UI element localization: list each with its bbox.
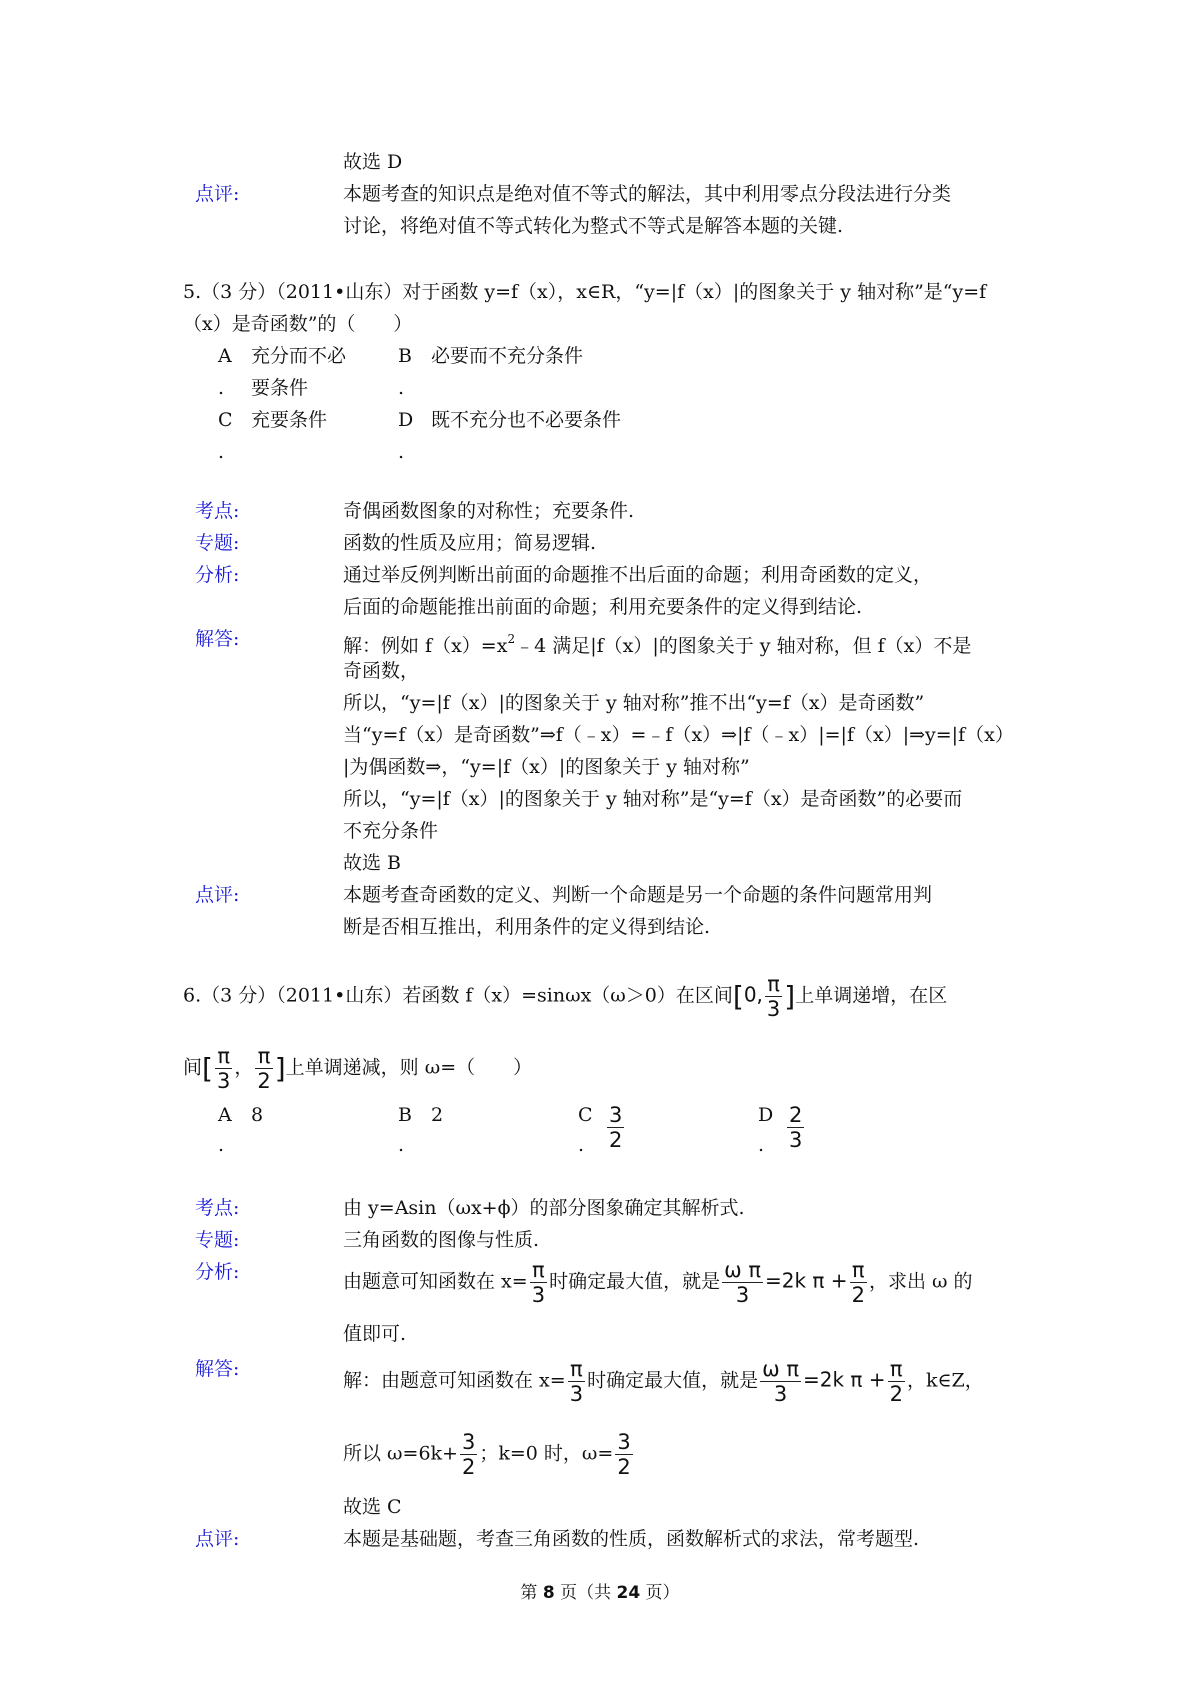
q5-option-c-text: 充要条件	[251, 409, 328, 431]
q5-zhuanti-label: 专题:	[195, 532, 240, 554]
q6-kaodian: 由 y=Asin（ωx+ϕ）的部分图象确定其解析式.	[343, 1197, 745, 1219]
q5-option-d-letter: D	[398, 409, 414, 431]
q5-option-a-text: 充分而不必	[251, 345, 347, 367]
q6-zhuanti: 三角函数的图像与性质.	[343, 1229, 540, 1251]
q5-option-a-letter: A	[218, 345, 232, 367]
q6-option-a-dot: .	[218, 1134, 225, 1156]
q6-fenxi-line: 由题意可知函数在 x= $\frac{\pi}{3}$ 时确定最大值，就是 $\frac{\text{ω π}}{3}$ =2k π + $\frac{\pi}{2}$ ，求出 ω 的	[343, 1258, 973, 1307]
q5-option-c-dot: .	[218, 441, 225, 463]
q5-option-d-dot: .	[398, 441, 405, 463]
q6-fenxi-line: 值即可.	[343, 1323, 407, 1345]
q5-jieda-line: 当“y=f（x）是奇函数”⇒f（﹣x）=﹣f（x）⇒|f（﹣x）|=|f（x）|⇒y=|f（x）	[343, 724, 1014, 746]
q5-jieda-line: |为偶函数⇒，“y=|f（x）|的图象关于 y 轴对称”	[343, 756, 750, 778]
q5-stem-line: 5.（3 分）（2011•山东）对于函数 y=f（x），x∈R，“y=|f（x）|的图象关于 y 轴对称”是“y=f	[183, 281, 987, 303]
q6-option-b-letter: B	[398, 1104, 412, 1126]
q5-kaodian: 奇偶函数图象的对称性；充要条件.	[343, 500, 635, 522]
q6-fenxi-label: 分析:	[195, 1261, 240, 1283]
q5-option-c-letter: C	[218, 409, 233, 431]
q5-jieda-line: 所以，“y=|f（x）|的图象关于 y 轴对称”是“y=f（x）是奇函数”的必要而	[343, 788, 963, 810]
q6-kaodian-label: 考点:	[195, 1197, 240, 1219]
prev-comment-line: 本题考查的知识点是绝对值不等式的解法，其中利用零点分段法进行分类	[343, 183, 952, 205]
q6-dianping: 本题是基础题，考查三角函数的性质，函数解析式的求法，常考题型.	[343, 1528, 920, 1550]
prev-comment-line: 讨论，将绝对值不等式转化为整式不等式是解答本题的关键.	[343, 215, 844, 237]
q5-jieda-line: 奇函数，	[343, 660, 420, 682]
q5-kaodian-label: 考点:	[195, 500, 240, 522]
q6-option-b-dot: .	[398, 1134, 405, 1156]
q5-stem-line: （x）是奇函数”的（ ）	[183, 313, 413, 335]
q6-option-c-fraction: $\frac{3}{2}$	[609, 1103, 623, 1152]
q5-dianping-label: 点评:	[195, 884, 240, 906]
q6-option-d-dot: .	[758, 1134, 765, 1156]
q5-option-a-dot: .	[218, 377, 225, 399]
q6-option-c-letter: C	[578, 1104, 593, 1126]
q6-stem-line: 6.（3 分）（2011•山东）若函数 f（x）=sinωx（ω＞0）在区间[0, $\frac{\pi}{3}$ ]上单调递增，在区	[183, 972, 948, 1021]
q6-option-d-letter: D	[758, 1104, 774, 1126]
q6-dianping-label: 点评:	[195, 1528, 240, 1550]
q5-option-b-dot: .	[398, 377, 405, 399]
page-footer: 第 8 页（共 24 页）	[520, 1583, 680, 1603]
q5-option-b-text: 必要而不充分条件	[431, 345, 584, 367]
q5-jieda-line: 故选 B	[343, 852, 402, 874]
q6-jieda-line: 故选 C	[343, 1496, 402, 1518]
q5-option-a-text: 要条件	[251, 377, 309, 399]
q6-option-b-text: 2	[431, 1104, 444, 1126]
q6-jieda-label: 解答:	[195, 1358, 240, 1380]
q5-option-b-letter: B	[398, 345, 412, 367]
prev-conclusion: 故选 D	[343, 151, 403, 173]
q5-dianping-line: 断是否相互推出，利用条件的定义得到结论.	[343, 916, 711, 938]
q5-fenxi-line: 后面的命题能推出前面的命题；利用充要条件的定义得到结论.	[343, 596, 863, 618]
q5-zhuanti: 函数的性质及应用；简易逻辑.	[343, 532, 597, 554]
q5-fenxi-line: 通过举反例判断出前面的命题推不出后面的命题；利用奇函数的定义，	[343, 564, 933, 586]
q6-stem-line: 间[ $\frac{\pi}{3}$ ， $\frac{\pi}{2}$ ]上单调递减，则 ω=（ ）	[183, 1044, 533, 1093]
q5-dianping-line: 本题考查奇函数的定义、判断一个命题是另一个命题的条件问题常用判	[343, 884, 933, 906]
q6-option-a-letter: A	[218, 1104, 232, 1126]
q6-option-c-dot: .	[578, 1134, 585, 1156]
q5-fenxi-label: 分析:	[195, 564, 240, 586]
q5-jieda-line: 不充分条件	[343, 820, 439, 842]
q5-option-d-text: 既不充分也不必要条件	[431, 409, 622, 431]
q5-jieda-line: 所以，“y=|f（x）|的图象关于 y 轴对称”推不出“y=f（x）是奇函数”	[343, 692, 925, 714]
q5-jieda-label: 解答:	[195, 628, 240, 650]
q5-jieda-line: 解：例如 $f(x)=x^2﹣4$ 满足|f（x）|的图象关于 y 轴对称，但 f（x）不是	[343, 632, 972, 657]
q6-jieda-line: 所以 ω=6k+ $\frac{3}{2}$ ；k=0 时，ω= $\frac{3}{2}$	[343, 1430, 631, 1479]
q6-option-a-text: 8	[251, 1104, 264, 1126]
q6-option-d-fraction: $\frac{2}{3}$	[789, 1103, 803, 1152]
prev-comment-label: 点评:	[195, 183, 240, 205]
q6-zhuanti-label: 专题:	[195, 1229, 240, 1251]
q6-jieda-line: 解：由题意可知函数在 x= $\frac{\pi}{3}$ 时确定最大值，就是 $\frac{\text{ω π}}{3}$ =2k π + $\frac{\pi}{2}$ ，k∈Z，	[343, 1357, 984, 1406]
